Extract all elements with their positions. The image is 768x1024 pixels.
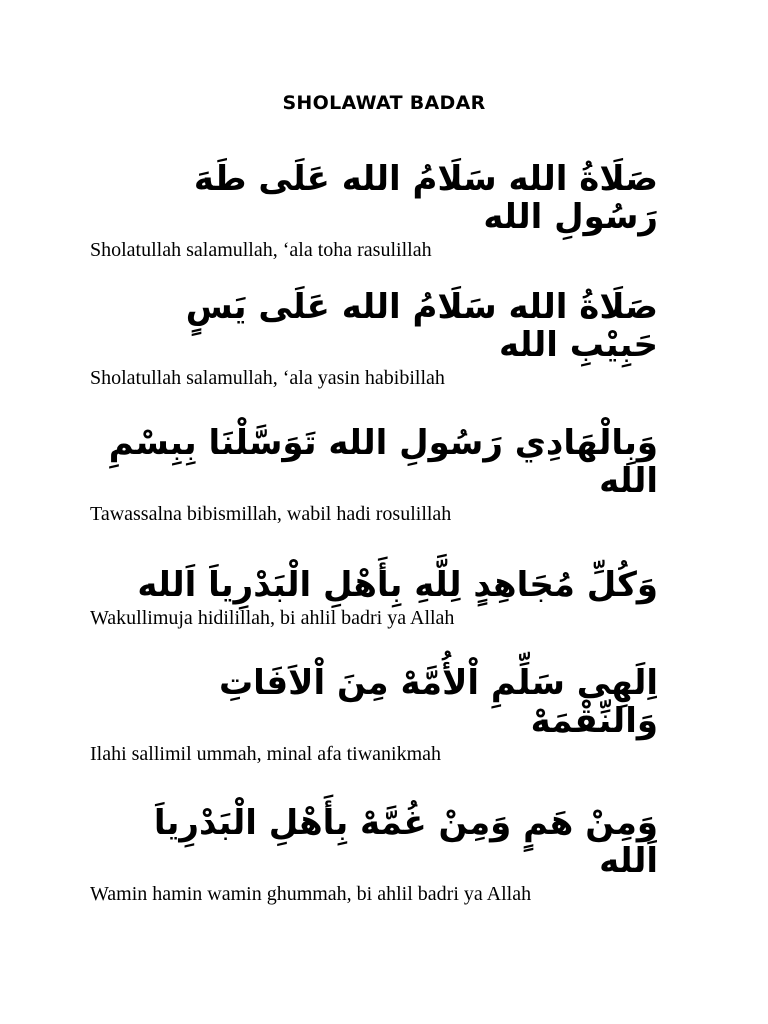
verse-transliteration: Tawassalna bibismillah, wabil hadi rosulillah: [90, 503, 452, 525]
verse-transliteration: Ilahi sallimil ummah, minal afa tiwanikmah: [90, 743, 442, 765]
verse-transliteration: Sholatullah salamullah, ‘ala yasin habibillah: [90, 367, 445, 389]
verse-arabic: وَبِالْهَادِي رَسُولِ الله تَوَسَّلْنَا بِبِسْمِ الله: [108, 423, 658, 501]
page-title: SHOLAWAT BADAR: [282, 92, 486, 114]
verse-arabic: صَلَاةُ الله سَلَامُ الله عَلَى يَسٍ حَبِيْبِ الله: [185, 287, 658, 365]
verse-transliteration: Wamin hamin wamin ghummah, bi ahlil badri ya Allah: [90, 883, 532, 905]
verse-transliteration: Sholatullah salamullah, ‘ala toha rasulillah: [90, 239, 432, 261]
verse-6: [90, 804, 670, 906]
verse-1: [90, 160, 670, 262]
verse-arabic: وَكُلِّ مُجَاهِدٍ لِلَّهِ بِأَهْلِ الْبَدْرِياَ اَلله: [137, 565, 658, 605]
verse-arabic: صَلَاةُ الله سَلَامُ الله عَلَى طَهَ رَسُولِ الله: [193, 159, 658, 237]
verse-5: [90, 664, 670, 766]
verse-arabic: وَمِنْ هَمٍ وَمِنْ غُمَّهْ بِأَهْلِ الْبَدْرِياَ اَلله: [153, 803, 658, 881]
verse-4: [90, 566, 670, 630]
verse-2: [90, 288, 670, 390]
verse-transliteration: Wakullimuja hidilillah, bi ahlil badri ya Allah: [90, 607, 455, 629]
verse-arabic: اِلَهِى سَلِّمِ اْلأُمَّهْ مِنَ اْلاَفَاتِ وَالنِّقْمَهْ: [218, 663, 658, 741]
verse-3: [90, 424, 670, 526]
